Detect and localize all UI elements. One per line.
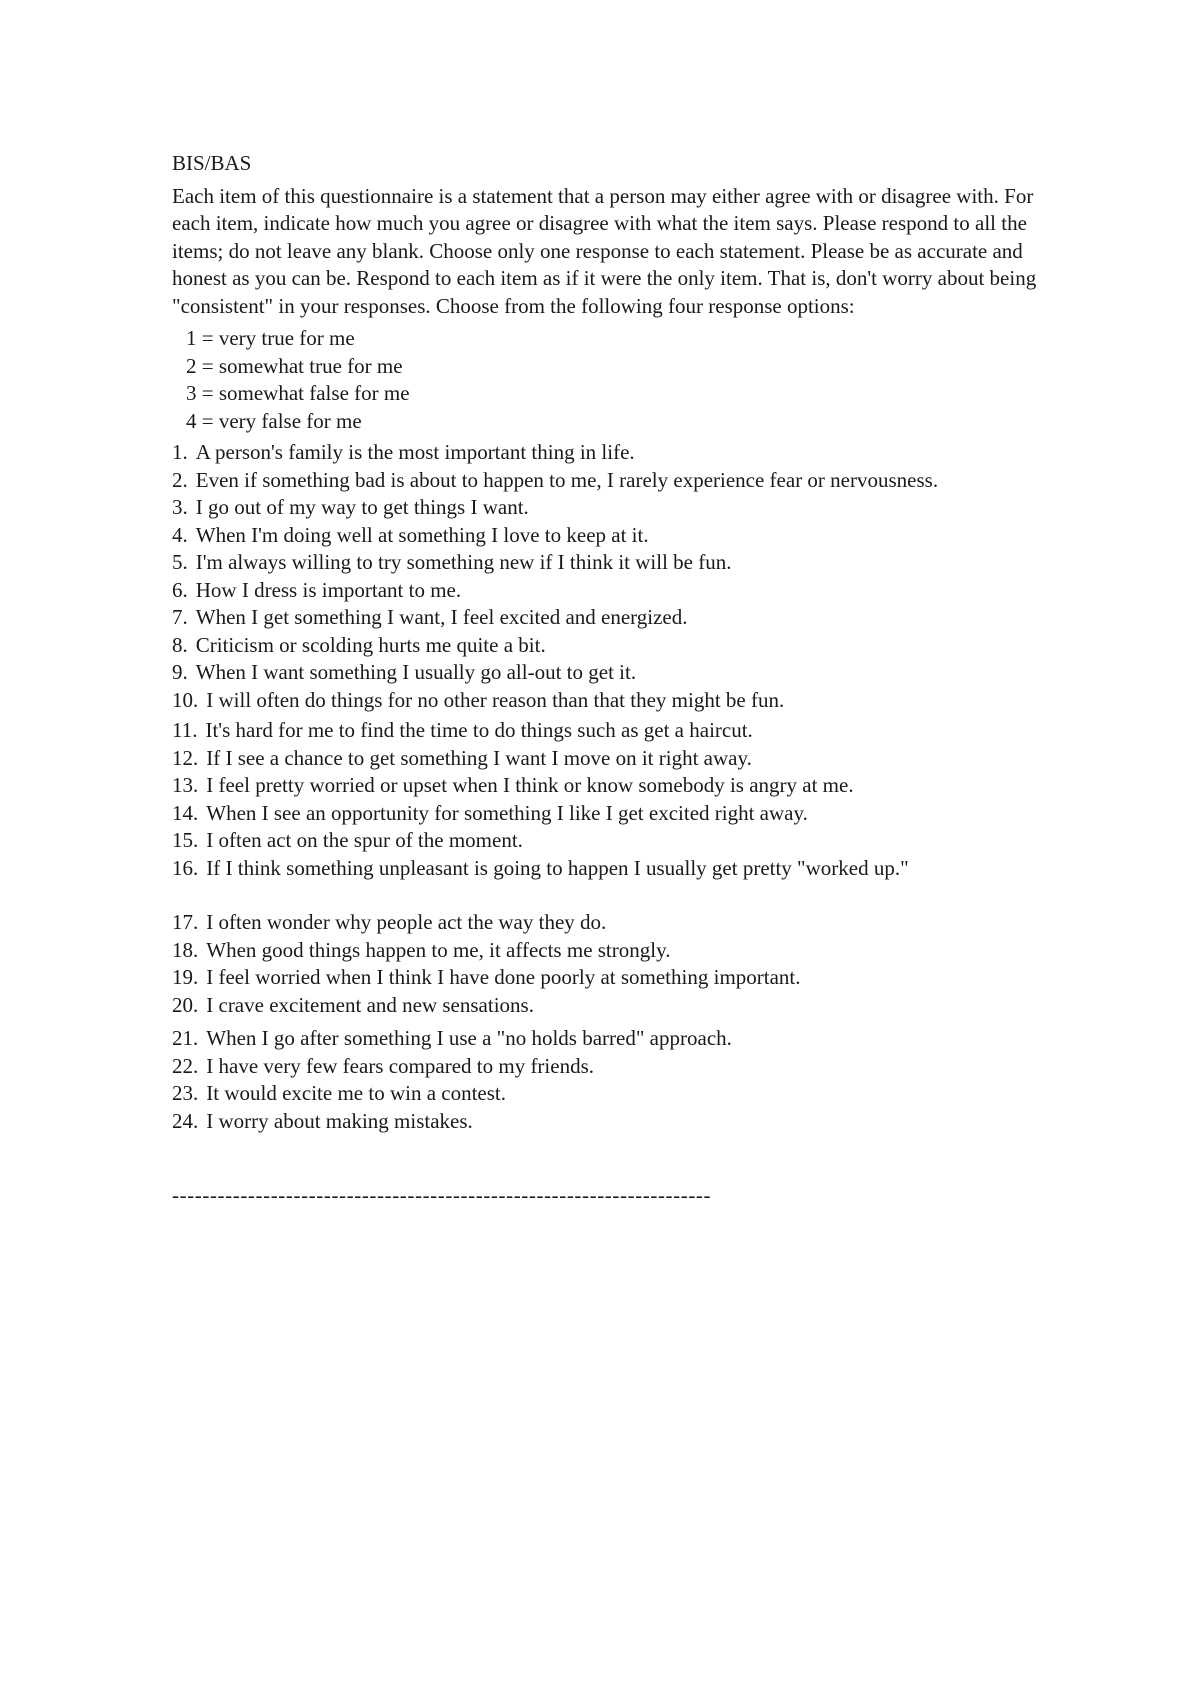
- questionnaire-item: [172, 577, 1052, 605]
- item-text: I'm always willing to try something new if I think it will be fun.: [195, 550, 732, 574]
- item-text: I will often do things for no other reason than that they might be fun.: [206, 687, 785, 712]
- response-option: 1 = very true for me: [186, 326, 355, 350]
- item-number: 21.: [172, 1026, 199, 1050]
- item-number: 15.: [172, 828, 199, 852]
- item-text: It's hard for me to find the time to do things such as get a haircut.: [205, 718, 753, 742]
- item-number: 3.: [172, 495, 188, 519]
- item-number: 4.: [172, 522, 188, 547]
- response-options: [186, 325, 1052, 435]
- item-text: A person's family is the most important thing in life.: [195, 440, 635, 464]
- item-text: I worry about making mistakes.: [206, 1108, 473, 1133]
- item-text: If I see a chance to get something I want I move on it right away.: [206, 745, 752, 770]
- item-number: 12.: [172, 745, 199, 770]
- item-text: When I'm doing well at something I love to keep at it.: [195, 522, 649, 547]
- item-text: I have very few fears compared to my friends.: [206, 1053, 595, 1078]
- item-text: If I think something unpleasant is going to happen I usually get pretty "worked up.": [206, 855, 909, 880]
- response-option: 4 = very false for me: [186, 408, 362, 433]
- questionnaire-item: [172, 687, 1052, 715]
- questionnaire-item: [172, 439, 1052, 467]
- item-number: 8.: [172, 632, 188, 657]
- item-text: Even if something bad is about to happen to me, I rarely experience fear or nervousness.: [195, 467, 939, 492]
- item-number: 14.: [172, 800, 199, 825]
- dashed-divider: -----------------------------------------------------------------------: [172, 1183, 712, 1207]
- questionnaire-item: [172, 717, 1052, 745]
- questionnaire-item: [172, 909, 1052, 937]
- item-number: 19.: [172, 965, 199, 989]
- item-number: 13.: [172, 773, 199, 797]
- questionnaire-item: [172, 549, 1052, 577]
- item-number: 20.: [172, 992, 199, 1017]
- document-page: [172, 150, 1052, 1210]
- questionnaire-item: [172, 992, 1052, 1020]
- questionnaire-item: [172, 522, 1052, 550]
- questionnaire-item: [172, 772, 1052, 800]
- questionnaire-item: [172, 1080, 1052, 1108]
- questionnaire-item: [172, 745, 1052, 773]
- response-option: 3 = somewhat false for me: [186, 381, 410, 405]
- questionnaire-item: [172, 632, 1052, 660]
- item-text: When good things happen to me, it affects me strongly.: [206, 937, 671, 962]
- instructions-paragraph: Each item of this questionnaire is a statement that a person may either agree with or disagree with. For each item, indicate how much you agree or disagree with what the item says. Please respond to all the items; do not leave any blank. Choose only one response to each statement. Please be as accurate and honest as you can be. Respond to each item as if it were the only item. That is, don't worry about being "consistent" in your responses. Choose from the following four response options:: [172, 183, 1037, 318]
- document-title: BIS/BAS: [172, 151, 252, 175]
- item-number: 24.: [172, 1108, 199, 1133]
- questionnaire-item: [172, 1108, 1052, 1136]
- item-number: 22.: [172, 1053, 199, 1078]
- questionnaire-item: [172, 467, 1052, 495]
- item-number: 17.: [172, 910, 199, 934]
- item-text: How I dress is important to me.: [195, 577, 462, 602]
- questionnaire-item: [172, 964, 1052, 992]
- item-text: I often act on the spur of the moment.: [206, 828, 523, 852]
- item-number: 2.: [172, 467, 188, 492]
- item-number: 11.: [172, 718, 198, 742]
- response-option: 2 = somewhat true for me: [186, 353, 403, 378]
- questionnaire-item: [172, 827, 1052, 855]
- questionnaire-item: [172, 1053, 1052, 1081]
- item-number: 16.: [172, 855, 199, 880]
- questionnaire-item: [172, 800, 1052, 828]
- questionnaire-item: [172, 855, 1052, 883]
- questionnaire-item: [172, 1025, 1052, 1053]
- questionnaire-item: [172, 937, 1052, 965]
- item-number: 1.: [172, 440, 188, 464]
- item-text: I feel pretty worried or upset when I think or know somebody is angry at me.: [206, 773, 854, 797]
- questionnaire-items: [172, 439, 1052, 1135]
- questionnaire-item: [172, 659, 1052, 687]
- questionnaire-item: [172, 494, 1052, 522]
- item-text: When I want something I usually go all-out to get it.: [195, 660, 637, 684]
- item-text: I feel worried when I think I have done poorly at something important.: [206, 965, 801, 989]
- questionnaire-item: [172, 604, 1052, 632]
- item-text: I crave excitement and new sensations.: [206, 992, 534, 1017]
- item-text: I often wonder why people act the way they do.: [206, 910, 607, 934]
- item-number: 6.: [172, 577, 188, 602]
- item-text: When I get something I want, I feel excited and energized.: [195, 605, 688, 629]
- item-number: 23.: [172, 1081, 199, 1105]
- item-number: 7.: [172, 605, 188, 629]
- item-text: I go out of my way to get things I want.: [195, 495, 529, 519]
- item-number: 9.: [172, 660, 188, 684]
- item-number: 10.: [172, 687, 199, 712]
- item-text: When I go after something I use a "no holds barred" approach.: [206, 1026, 732, 1050]
- item-number: 18.: [172, 937, 199, 962]
- item-text: Criticism or scolding hurts me quite a bit.: [195, 632, 546, 657]
- item-number: 5.: [172, 550, 188, 574]
- item-text: It would excite me to win a contest.: [206, 1081, 507, 1105]
- item-text: When I see an opportunity for something I like I get excited right away.: [206, 800, 808, 825]
